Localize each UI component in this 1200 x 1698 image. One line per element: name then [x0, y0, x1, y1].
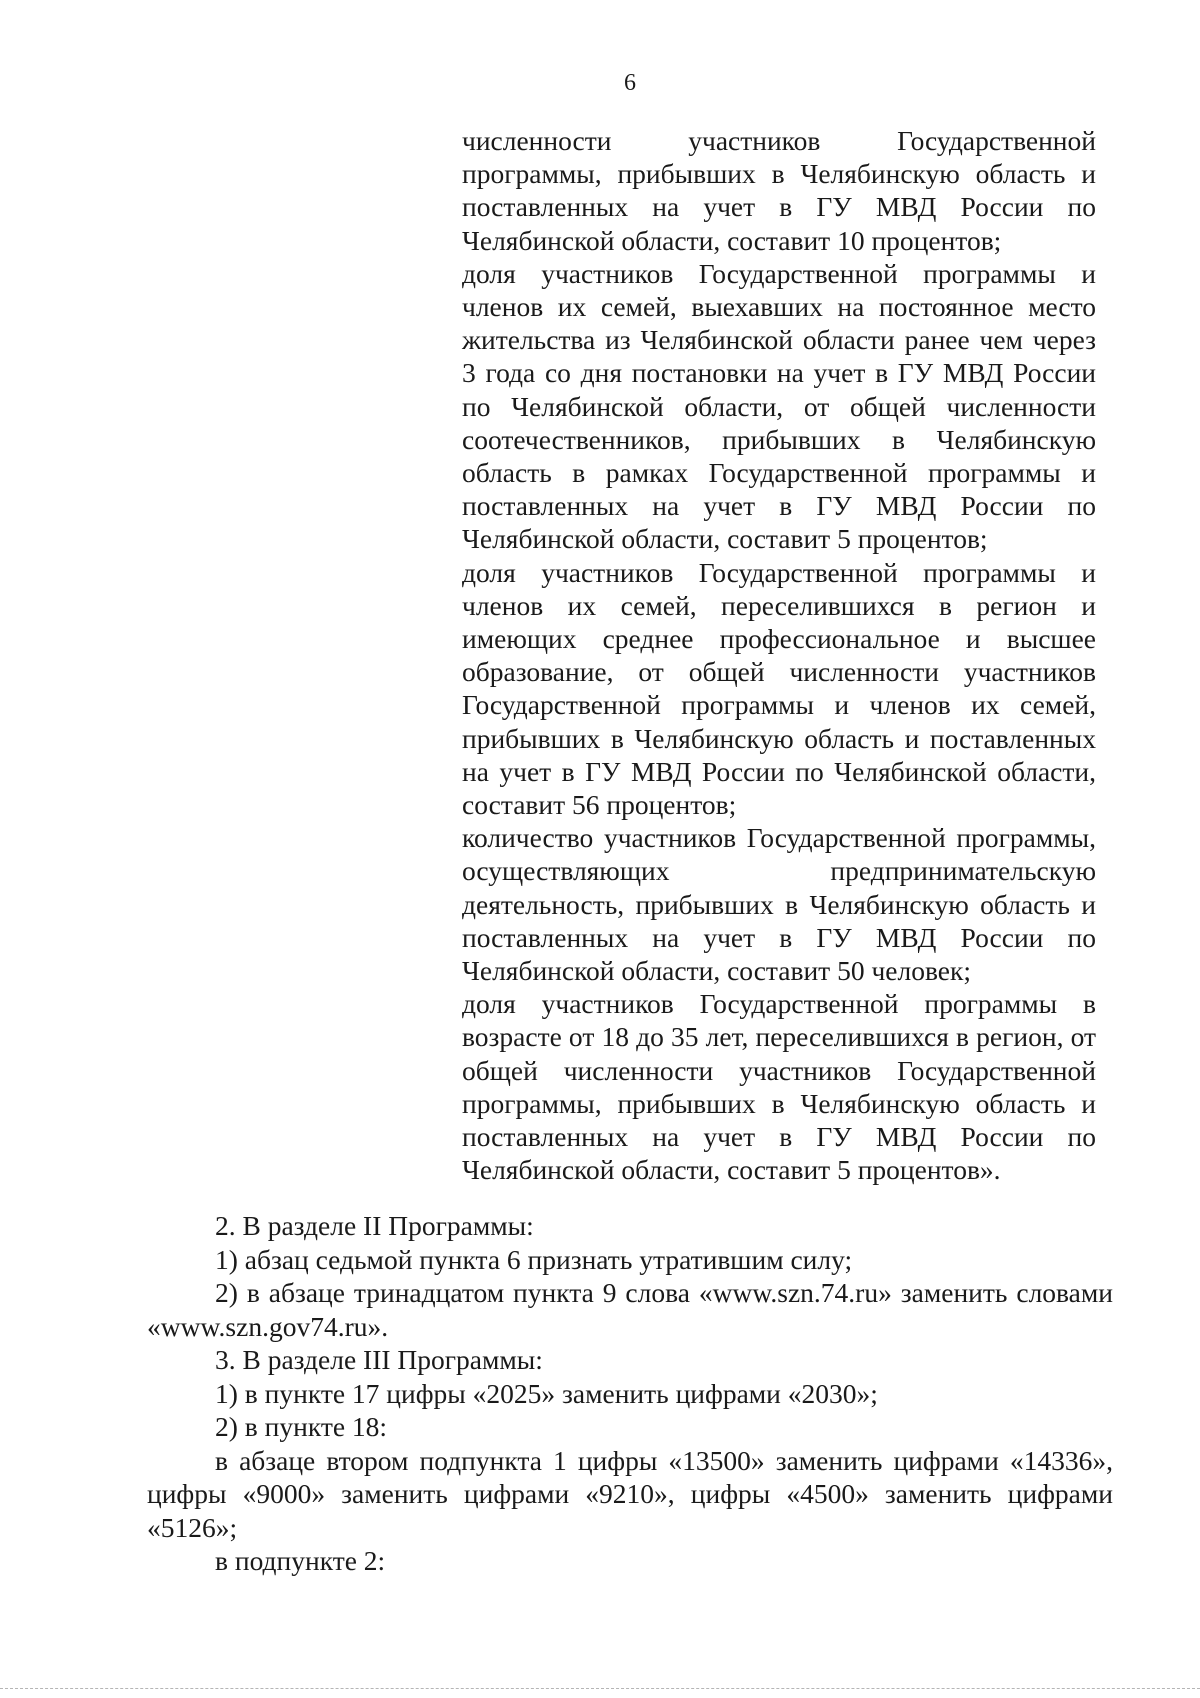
- page-number: 6: [624, 70, 636, 96]
- amendment-item: в подпункте 2:: [215, 1545, 386, 1576]
- indicator-paragraph: доля участников Государственной программы в возрасте от 18 до 35 лет, переселившихся в регион, от общей численности участников Государственной программы, прибывших в Челябинскую область и поставленных на учет в ГУ МВД России по Челябинской области, составит 5 процентов».: [462, 988, 1096, 1186]
- page-bottom-rule: [0, 1688, 1200, 1689]
- amendment-item: 2) в пункте 18:: [215, 1411, 388, 1442]
- amendments-block: [147, 1209, 1113, 1578]
- indicator-paragraph: доля участников Государственной программы и членов их семей, переселившихся в регион и имеющих среднее профессиональное и высшее образование, от общей численности участников Государственной программы и членов их семей, прибывших в Челябинскую область и поставленных на учет в ГУ МВД России по Челябинской области, составит 56 процентов;: [462, 556, 1096, 821]
- amendment-item: 1) в пункте 17 цифры «2025» заменить цифрами «2030»;: [215, 1377, 878, 1409]
- amendment-item: 2) в абзаце тринадцатом пункта 9 слова «www.szn.74.ru» заменить словами «www.szn.gov74.ru».: [147, 1277, 1113, 1342]
- section-heading: 2. В разделе II Программы:: [215, 1210, 534, 1241]
- amendment-item: в абзаце втором подпункта 1 цифры «13500» заменить цифрами «14336», цифры «9000» заменить цифрами «9210», цифры «4500» заменить цифрами «5126»;: [147, 1444, 1113, 1543]
- indicator-paragraph: количество участников Государственной программы, осуществляющих предпринимательскую деятельность, прибывших в Челябинскую область и поставленных на учет в ГУ МВД России по Челябинской области, составит 50 человек;: [462, 822, 1096, 987]
- indicator-paragraph: доля участников Государственной программы и членов их семей, выехавших на постоянное место жительства из Челябинской области ранее чем через 3 года со дня постановки на учет в ГУ МВД России по Челябинской области, от общей численности соотечественников, прибывших в Челябинскую область в рамках Государственной программы и поставленных на учет в ГУ МВД России по Челябинской области, составит 5 процентов;: [462, 257, 1096, 555]
- amendment-item: 1) абзац седьмой пункта 6 признать утратившим силу;: [215, 1243, 853, 1275]
- section-heading: 3. В разделе III Программы:: [215, 1344, 543, 1375]
- indicator-paragraph: численности участников Государственной программы, прибывших в Челябинскую область и поставленных на учет в ГУ МВД России по Челябинской области, составит 10 процентов;: [462, 125, 1096, 256]
- indicators-block: [462, 124, 1096, 1187]
